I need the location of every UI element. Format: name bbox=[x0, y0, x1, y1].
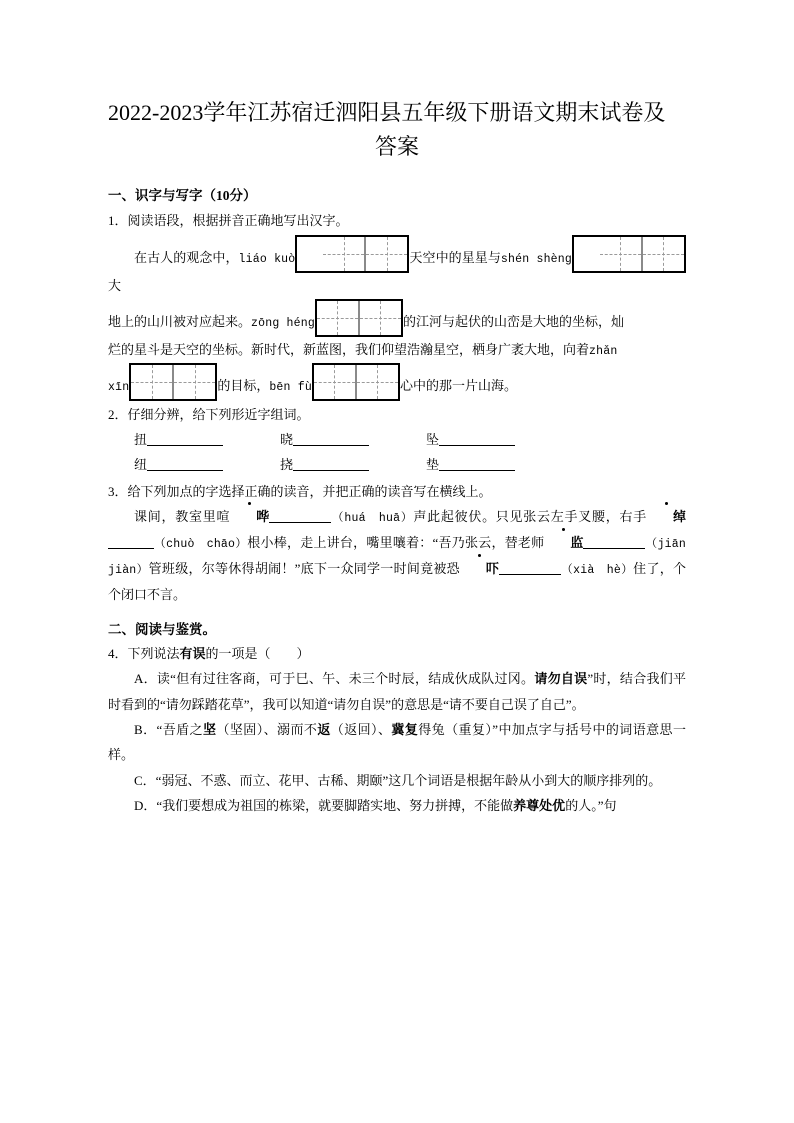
question-3-stem: 3．给下列加点的字选择正确的读音，并把正确的读音写在横线上。 bbox=[108, 483, 492, 499]
question-4-option-c[interactable] bbox=[108, 768, 686, 793]
tianzige-box-5[interactable] bbox=[312, 363, 400, 401]
tianzige-cell[interactable] bbox=[641, 237, 684, 271]
q2-slot-4 bbox=[134, 452, 280, 477]
q1-run-1: 在古人的观念中， bbox=[134, 249, 239, 265]
q3-dotted-char-2: 绰 bbox=[647, 504, 686, 530]
question-1-body-line-3 bbox=[108, 337, 686, 363]
q2-slot-3 bbox=[426, 427, 572, 452]
question-2-row-1 bbox=[108, 427, 686, 452]
section-heading-2: 二、阅读与鉴赏。 bbox=[108, 621, 216, 637]
q4-stem-emphasis: 有误 bbox=[179, 646, 206, 662]
q3-option-1: （huá huā） bbox=[331, 511, 414, 525]
q3-text-3: 根小棒，走上讲台，嘴里嚷着：“吾乃张云，替老师 bbox=[247, 534, 545, 550]
q2-blank-2[interactable] bbox=[293, 433, 369, 446]
q3-blank-1[interactable] bbox=[269, 509, 331, 522]
tianzige-cell[interactable] bbox=[323, 237, 364, 271]
q1-pinyin-2: shén shèng bbox=[500, 252, 572, 266]
q2-slot-6 bbox=[426, 452, 572, 477]
question-1-body-line-2 bbox=[108, 299, 686, 337]
question-2-row-2 bbox=[108, 452, 686, 477]
q2-slot-5 bbox=[280, 452, 426, 477]
tianzige-box-2[interactable] bbox=[572, 235, 686, 273]
q3-dotted-char-3: 监 bbox=[544, 530, 583, 556]
q1-run-7: 的目标， bbox=[217, 377, 270, 393]
q1-run-3: 大 bbox=[108, 277, 122, 293]
tianzige-cell[interactable] bbox=[364, 237, 407, 271]
q4-option-d-post: 的人。”句 bbox=[565, 797, 617, 813]
tianzige-cell[interactable] bbox=[600, 237, 641, 271]
q4-option-b-seg-6: 冀复 bbox=[391, 721, 419, 737]
q3-text-5: 住了，个个闭口不言。 bbox=[108, 560, 686, 602]
q2-char-xiao: 晓 bbox=[280, 431, 294, 447]
q2-char-dian: 垫 bbox=[426, 457, 440, 473]
question-1-body-line-1 bbox=[108, 235, 686, 299]
q4-option-b-seg-7: 得兔（重复）”中加点字与括号中的词语意思一样。 bbox=[108, 721, 686, 763]
q1-run-5: 的江河与起伏的山峦是大地的坐标，灿 bbox=[402, 313, 624, 329]
q1-run-8: 心中的那一片山海。 bbox=[399, 377, 517, 393]
q4-option-b-seg-2: 坚 bbox=[203, 721, 217, 737]
q2-slot-2 bbox=[280, 427, 426, 452]
q3-dotted-char-4: 吓 bbox=[460, 556, 499, 582]
question-4-stem bbox=[108, 643, 686, 664]
q3-blank-3[interactable] bbox=[583, 535, 645, 548]
question-2-stem: 2．仔细分辨，给下列形近字组词。 bbox=[108, 406, 310, 422]
q1-pinyin-3: zōng héng bbox=[251, 316, 315, 330]
tianzige-cell[interactable] bbox=[131, 365, 172, 399]
tianzige-box-3[interactable] bbox=[315, 299, 403, 337]
tianzige-cell[interactable] bbox=[314, 365, 355, 399]
q2-blank-6[interactable] bbox=[439, 458, 515, 471]
question-4-option-d[interactable] bbox=[108, 793, 686, 818]
q4-option-c-label: C． bbox=[134, 772, 156, 788]
q4-option-d-pre: “我们要想成为祖国的栋梁，就要脚踏实地、努力拼搏，不能做 bbox=[156, 797, 514, 813]
q3-option-4: （xià hè） bbox=[560, 563, 634, 577]
q4-option-a-pre: 读“但有过往客商，可于巳、午、未三个时辰，结成伙成队过冈。 bbox=[156, 671, 535, 687]
question-1-body-line-4 bbox=[108, 363, 686, 401]
q3-text-4: 管班级，尔等休得胡闹！”底下一众同学一时间竟被恐 bbox=[148, 560, 460, 576]
q4-option-b-label: B． bbox=[134, 721, 157, 737]
q2-char-niu: 扭 bbox=[134, 431, 148, 447]
q4-option-b-seg-3: （坚固）、溺而不 bbox=[216, 721, 318, 737]
question-4-option-a[interactable] bbox=[108, 666, 686, 717]
q2-char-zhui: 坠 bbox=[426, 431, 440, 447]
page-title-line-2: 答案 bbox=[374, 134, 419, 160]
tianzige-box-4[interactable] bbox=[129, 363, 217, 401]
q2-char-niu2: 纽 bbox=[134, 457, 148, 473]
q3-text-2: 声此起彼伏。只见张云左手叉腰，右手 bbox=[413, 508, 647, 524]
q2-blank-3[interactable] bbox=[439, 433, 515, 446]
tianzige-box-1[interactable] bbox=[295, 235, 409, 273]
q1-pinyin-5: xīn bbox=[108, 380, 130, 394]
question-3-body bbox=[108, 504, 698, 608]
tianzige-cell[interactable] bbox=[317, 301, 358, 335]
q4-option-b-seg-4: 返 bbox=[317, 721, 331, 737]
q4-option-d-label: D． bbox=[134, 797, 157, 813]
q1-pinyin-6: bēn fù bbox=[269, 380, 312, 394]
q4-stem-pre: 4．下列说法 bbox=[108, 646, 180, 662]
q3-dotted-char-1: 哗 bbox=[230, 504, 269, 530]
q2-blank-1[interactable] bbox=[147, 433, 223, 446]
q4-option-d-emphasis: 养尊处优 bbox=[513, 797, 566, 813]
q4-stem-post: 的一项是（ ） bbox=[205, 646, 310, 662]
question-1-stem: 1．阅读语段，根据拼音正确地写出汉字。 bbox=[108, 212, 349, 228]
question-4-option-b[interactable] bbox=[108, 717, 686, 768]
q4-option-a-label: A． bbox=[134, 671, 157, 687]
section-heading-1: 一、识字与写字（10分） bbox=[108, 188, 257, 204]
q3-option-2: （chuò chāo） bbox=[154, 537, 248, 551]
q1-pinyin-1: liáo kuò bbox=[238, 252, 296, 266]
page-title bbox=[108, 0, 686, 164]
q3-option-3: （jiān jiàn） bbox=[108, 537, 698, 577]
q4-option-b-seg-5: （返回）、 bbox=[330, 721, 392, 737]
q1-run-6: 烂的星斗是天空的坐标。新时代，新蓝图，我们仰望浩瀚星空，栖身广袤大地，向着 bbox=[108, 341, 590, 357]
page-title-line-1: 2022-2023学年江苏宿迁泗阳县五年级下册语文期末试卷及 bbox=[108, 100, 666, 125]
q3-blank-4[interactable] bbox=[499, 561, 561, 574]
q2-blank-5[interactable] bbox=[293, 458, 369, 471]
tianzige-cell[interactable] bbox=[355, 365, 398, 399]
q4-option-c-pre: “弱冠、不惑、而立、花甲、古稀、期颐”这几个词语是根据年龄从小到大的顺序排列的。 bbox=[155, 772, 662, 788]
q1-run-2: 天空中的星星与 bbox=[409, 249, 501, 265]
q4-option-a-emphasis: 请勿自误 bbox=[534, 671, 588, 687]
tianzige-cell[interactable] bbox=[172, 365, 215, 399]
q2-blank-4[interactable] bbox=[147, 458, 223, 471]
q3-text-1: 课间，教室里喧 bbox=[134, 508, 231, 524]
tianzige-cell[interactable] bbox=[358, 301, 401, 335]
q1-run-4: 地上的山川被对应起来。 bbox=[108, 313, 252, 329]
q4-option-a-post: ”时，结合我们平时看到的“请勿踩踏花草”，我可以知道“请勿自误”的意思是“请不要自己误了自己”。 bbox=[108, 671, 686, 712]
q1-pinyin-4: zhǎn bbox=[589, 344, 618, 358]
q2-char-nao: 挠 bbox=[280, 457, 294, 473]
q3-blank-2[interactable] bbox=[108, 535, 154, 548]
q4-option-b-seg-1: “吾盾之 bbox=[156, 721, 203, 737]
q2-slot-1 bbox=[134, 427, 280, 452]
